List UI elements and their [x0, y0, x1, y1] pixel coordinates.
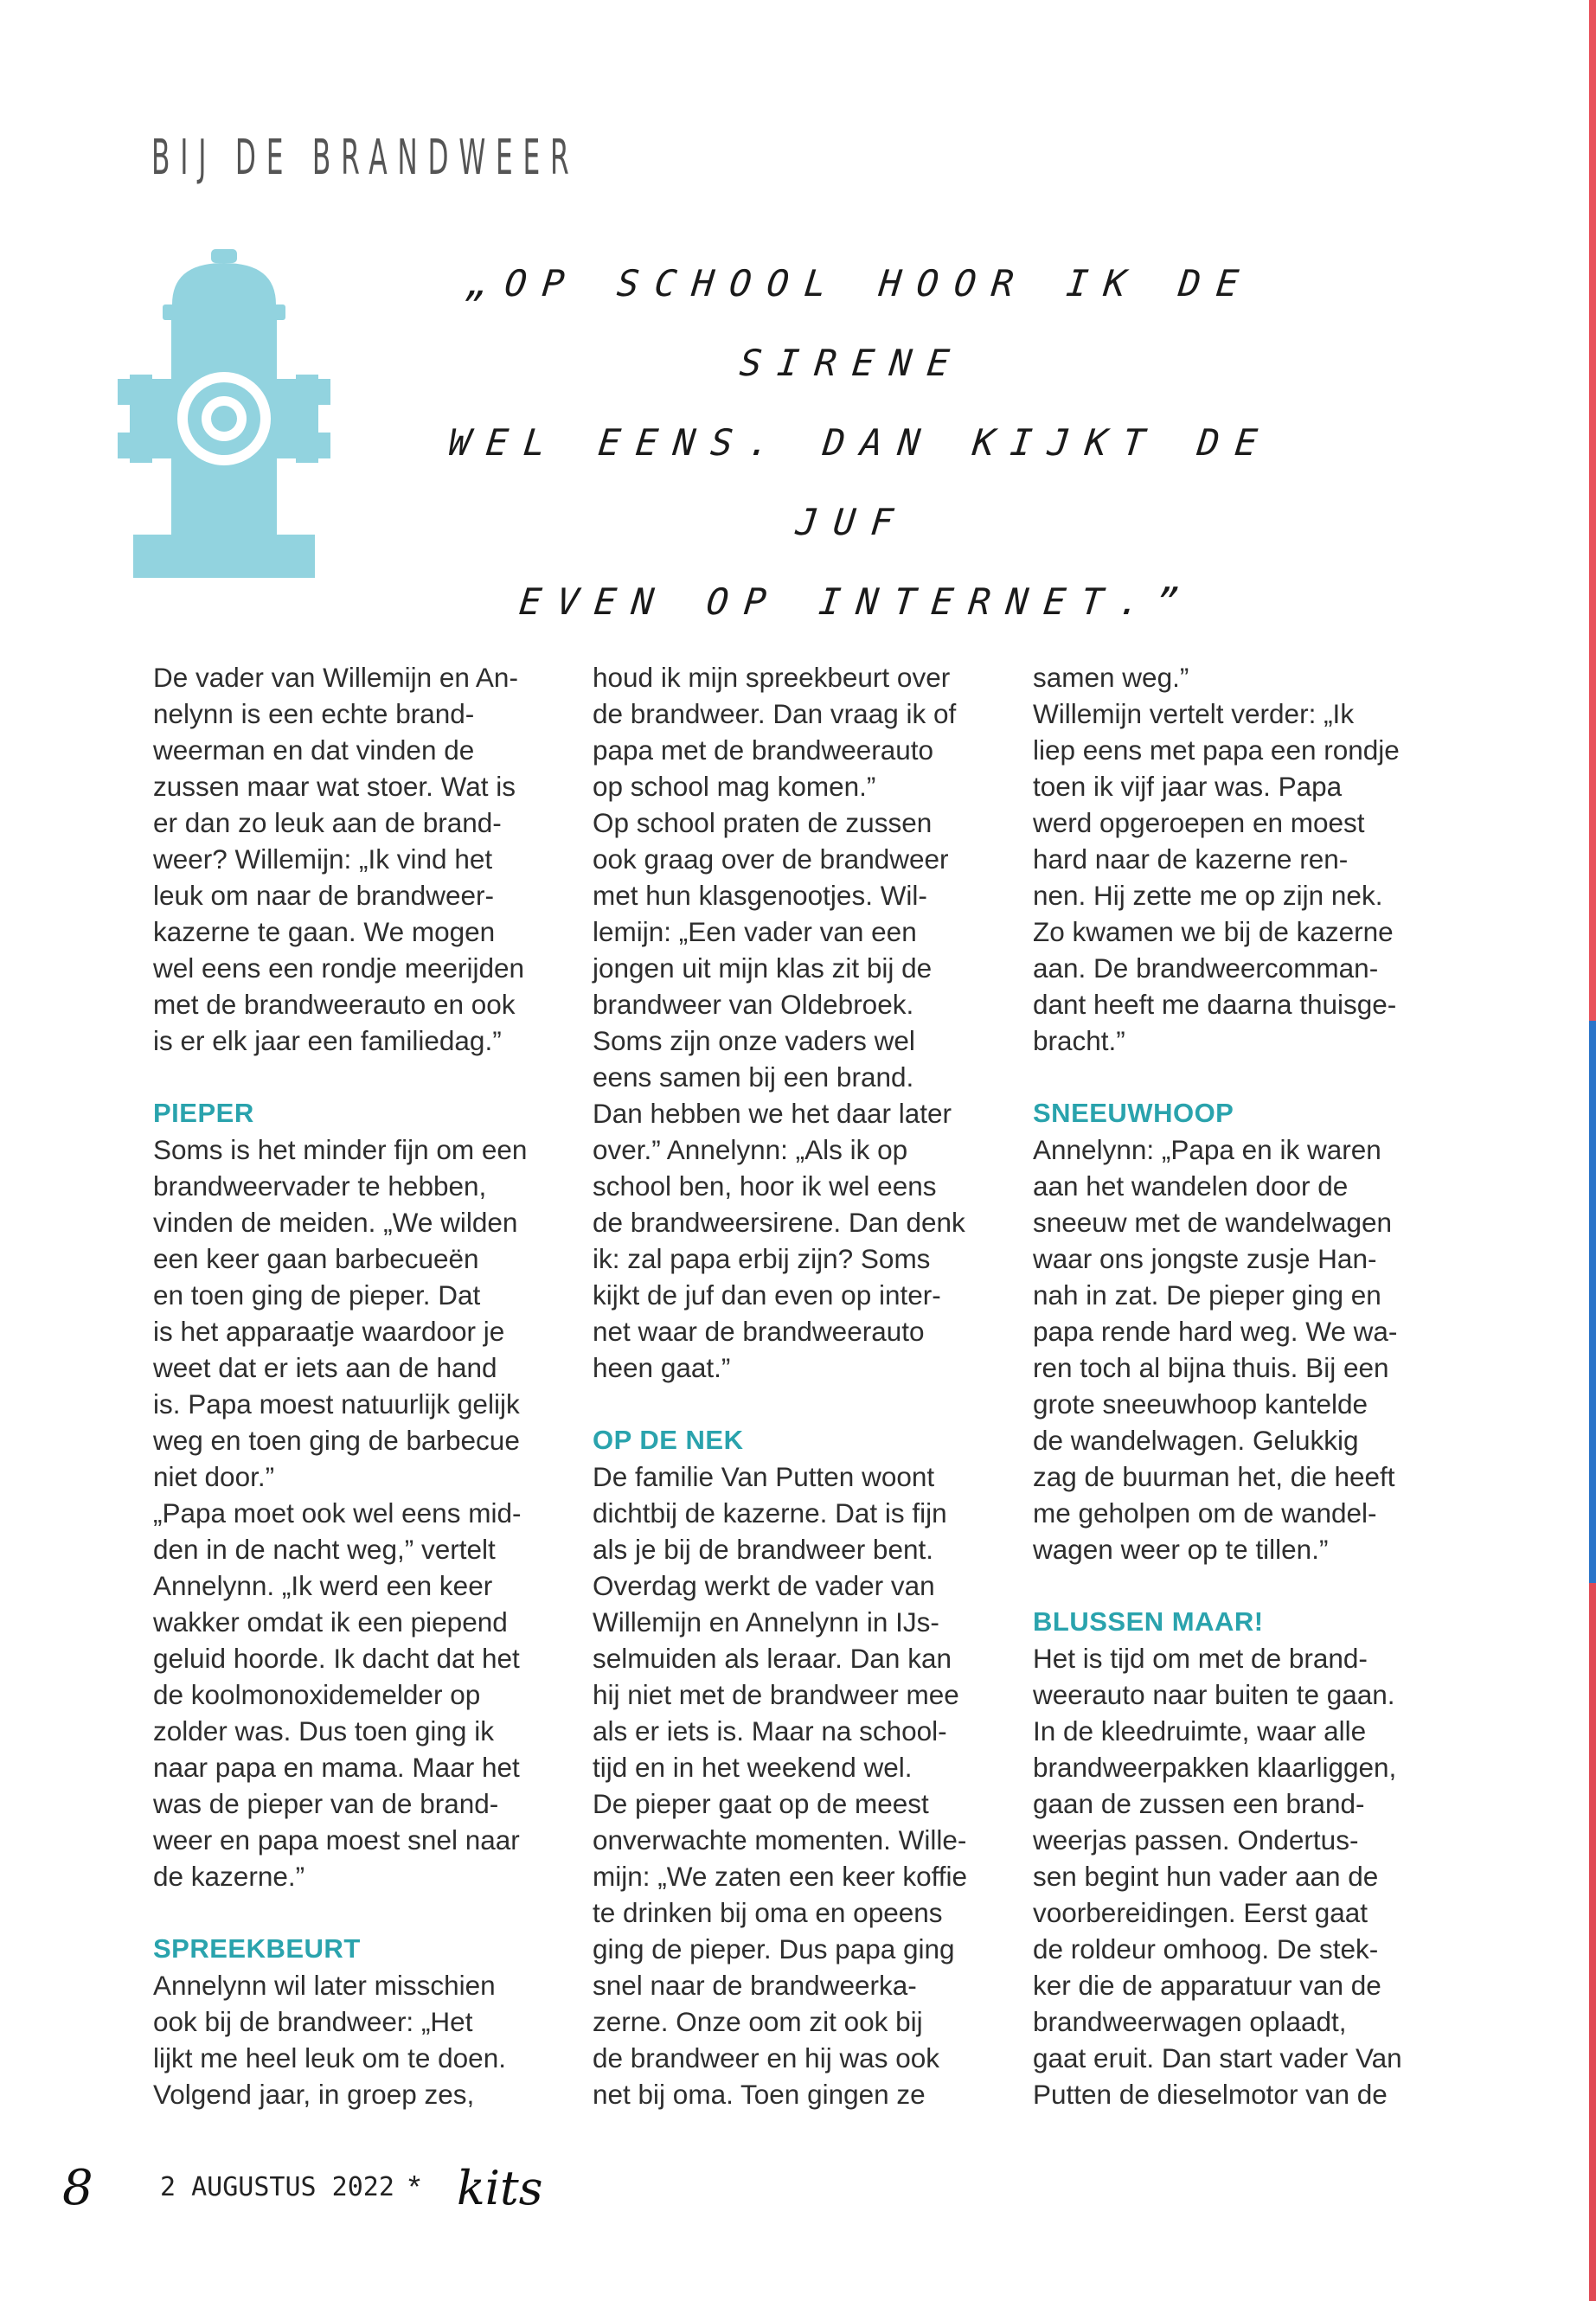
paragraph: houd ik mijn spreekbeurt over de brandweer. Dan vraag ik of papa met de brandweerauto op school mag komen.”	[593, 662, 957, 802]
paragraph: samen weg.”	[1033, 662, 1189, 693]
issue-date: 2 AUGUSTUS 2022	[160, 2172, 394, 2202]
quote-line: WEL EENS. DAN KIJKT DE JUF	[446, 421, 1275, 543]
asterisk-separator: *	[408, 2169, 421, 2204]
fire-hydrant-icon	[118, 249, 330, 578]
paragraph-intro: De vader van Willemijn en An- nelynn is een echte brand- weerman en dat vinden de zussen maar wat stoer. Wat is er dan zo leuk aan de brand- weer? Willemijn: „Ik vind het leuk om naar de brandweer- kazerne te gaan. We mogen wel eens een rondje meerijden met de brandweerauto en ook is er elk jaar een familiedag.”	[153, 662, 525, 1056]
paragraph: Het is tijd om met de brand- weerauto naar buiten te gaan. In de kleedruimte, waar alle brandweerpakken klaarliggen, gaan de zussen een brand- weerjas passen. Ondertus- sen begint hun vader aan de voorbereidingen. Eerst gaat de roldeur omhoog. De stek- ker die de apparatuur van de brandweerwagen oplaadt, gaat eruit. Dan start vader Van Putten de dieselmotor van de	[1033, 1643, 1402, 2110]
paragraph: Soms is het minder fijn om een brandweervader te hebben, vinden de meiden. „We wilden een keer gaan barbecueën en toen ging de pieper. Dat is het apparaatje waardoor je weet dat er iets aan de hand is. Papa moest natuurlijk gelijk weg en toen ging de barbecue niet door.”	[153, 1134, 528, 1492]
article-column-3	[1033, 659, 1446, 2112]
paragraph: Annelynn: „Papa en ik waren aan het wandelen door de sneeuw met de wandelwagen waar ons jongste zusje Han- nah in zat. De pieper ging en papa rende hard weg. We wa- ren toch al bijna thuis. Bij een grote sneeuwhoop kantelde de wandelwagen. Gelukkig zag de buurman het, die heeft me geholpen om de wandel- wagen weer op te tillen.”	[1033, 1134, 1398, 1565]
quote-line: „OP SCHOOL HOOR IK DE SIRENE	[465, 262, 1256, 384]
subheading-pieper: PIEPER	[153, 1098, 254, 1128]
paragraph: Op school praten de zussen ook graag over de brandweer met hun klasgenootjes. Wil- lemijn: „Een vader van een jongen uit mijn klas zit bij de brandweer van Oldebroek. Soms zijn onze vaders wel eens samen bij een brand. Dan hebben we het daar later over.” Annelynn: „Als ik op school ben, hoor ik wel eens de brandweersirene. Dan denk ik: zal papa erbij zijn? Soms kijkt de juf dan even op inter- net waar de brandweerauto heen gaat.”	[593, 807, 965, 1383]
paragraph: De familie Van Putten woont dichtbij de kazerne. Dat is fijn als je bij de brandweer bent. Overdag werkt de vader van Willemijn en Annelynn in IJs- selmuiden als leraar. Dan kan hij niet met de brandweer mee als er iets is. Maar na school- tijd en in het weekend wel.	[593, 1461, 959, 1783]
paragraph: Annelynn wil later misschien ook bij de brandweer: „Het lijkt me heel leuk om te doen. Volgend jaar, in groep zes,	[153, 1970, 506, 2110]
section-title: BIJ DE BRANDWEER	[151, 130, 580, 186]
subheading-sneeuwhoop: SNEEUWHOOP	[1033, 1098, 1234, 1128]
subheading-spreekbeurt: SPREEKBEURT	[153, 1933, 361, 1964]
page-footer	[0, 2158, 692, 2219]
article-column-1	[153, 659, 567, 2112]
pull-quote	[407, 244, 1306, 642]
subheading-blussen-maar: BLUSSEN MAAR!	[1033, 1606, 1264, 1637]
subheading-op-de-nek: OP DE NEK	[593, 1425, 744, 1455]
edge-stripe-red	[1589, 0, 1596, 1021]
quote-line: EVEN OP INTERNET.”	[516, 580, 1196, 623]
article-column-2	[593, 659, 1006, 2112]
paragraph: „Papa moet ook wel eens mid- den in de nacht weg,” vertelt Annelynn. „Ik werd een keer wakker omdat ik een piepend geluid hoorde. Ik dacht dat het de koolmonoxidemelder op zolder was. Dus toen ging ik naar papa en mama. Maar het was de pieper van de brand- weer en papa moest snel naar de kazerne.”	[153, 1497, 522, 1892]
edge-stripe-red-lower	[1589, 1583, 1596, 2301]
edge-stripe-blue	[1589, 1021, 1596, 1583]
paragraph: De pieper gaat op de meest onverwachte momenten. Wille- mijn: „We zaten een keer koffie te drinken bij oma en opeens ging de pieper. Dus papa ging snel naar de brandweerka- zerne. Onze oom zit ook bij de brandweer en hij was ook net bij oma. Toen gingen ze	[593, 1788, 968, 2110]
page-number: 8	[62, 2160, 93, 2216]
magazine-logo: kits	[457, 2161, 543, 2215]
paragraph: Willemijn vertelt verder: „Ik liep eens met papa een rondje toen ik vijf jaar was. Papa werd opgeroepen en moest hard naar de kazerne ren- nen. Hij zette me op zijn nek. Zo kwamen we bij de kazerne aan. De brandweercomman- dant heeft me daarna thuisge- bracht.”	[1033, 698, 1400, 1056]
